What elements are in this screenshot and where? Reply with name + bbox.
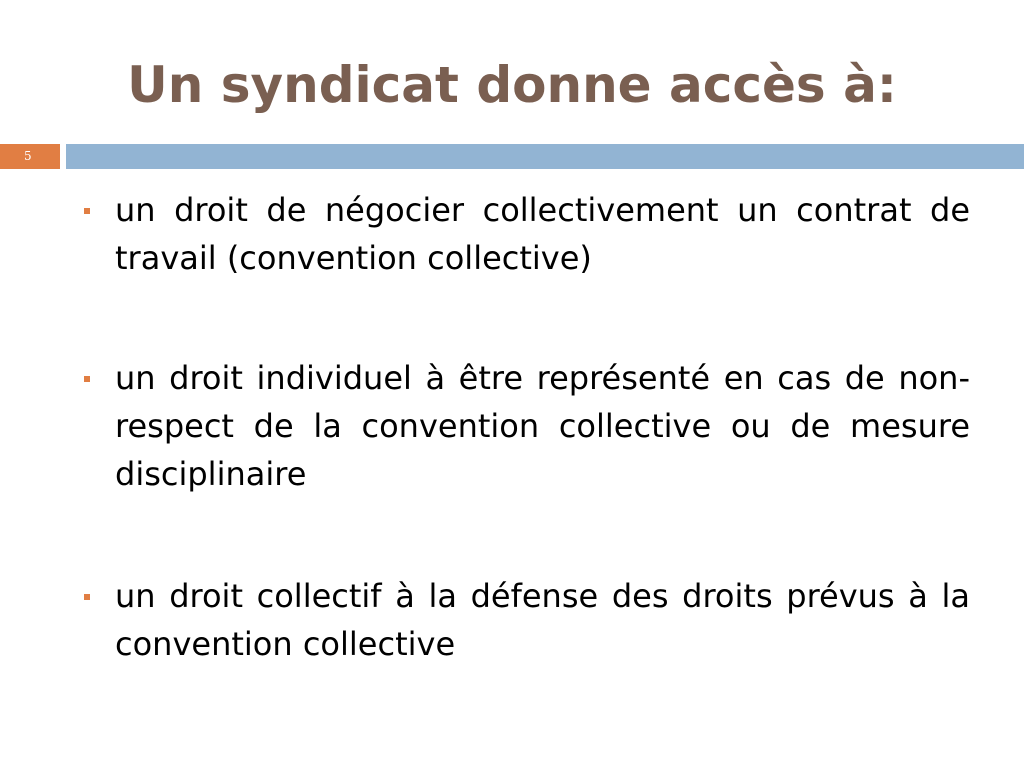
title-accent-bar <box>66 144 1024 169</box>
square-bullet-icon <box>84 208 90 214</box>
bullet-text: un droit de négocier collectivement un contrat de travail (convention collective) <box>115 191 970 277</box>
square-bullet-icon <box>84 594 90 600</box>
page-number: 5 <box>24 149 32 163</box>
square-bullet-icon <box>84 376 90 382</box>
slide-title: Un syndicat donne accès à: <box>127 56 897 114</box>
bullet-text: un droit individuel à être représenté en cas de non-respect de la convention collective ou de mesure disciplinaire <box>115 359 970 493</box>
bullet-text: un droit collectif à la défense des droits prévus à la convention collective <box>115 577 970 663</box>
page-number-badge <box>0 144 60 169</box>
